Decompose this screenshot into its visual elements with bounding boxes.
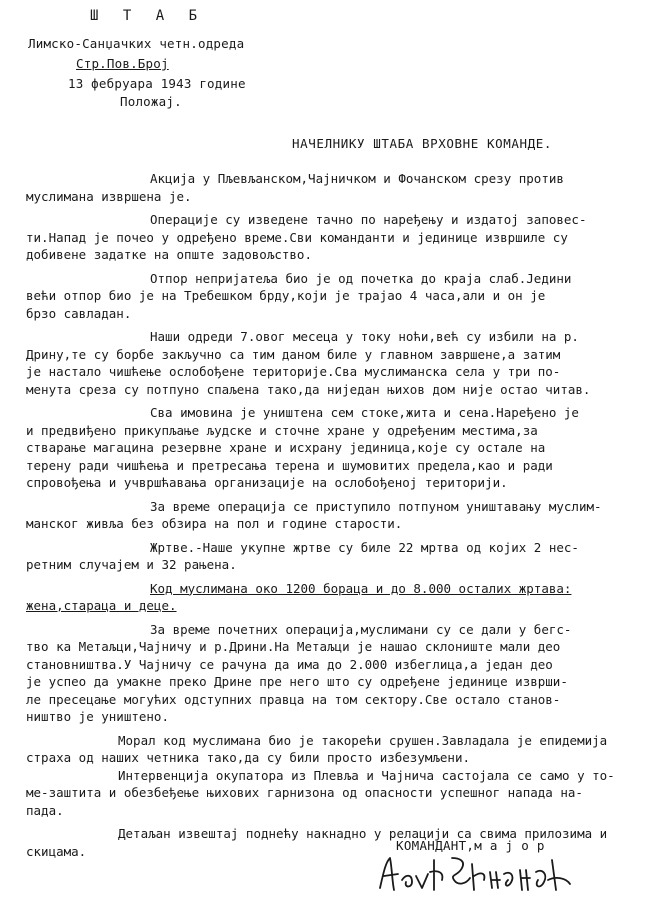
report-line: Код муслимана око 1200 бораца и до 8.000 осталих жртава:: [150, 580, 572, 596]
report-line: менута среза су потпуно спаљена тако,да ниједан њихов дом није остао читав.: [26, 381, 591, 397]
report-paragraph: [26, 732, 642, 820]
report-line: ле пресецање могућих одступних правца на том сектору.Све остало станов-: [26, 691, 561, 707]
report-line: и предвиђено прикупљање људске и сточне хране у одређеним местима,за: [26, 422, 538, 438]
report-line: терену ради чишћења и претресања терена и шумовитих предела,као и ради: [26, 457, 553, 473]
report-line: Наши одреди 7.овог месеца у току ноћи,већ су избили на р.: [150, 329, 579, 344]
report-line: жена,стараца и деце.: [26, 598, 177, 613]
report-line: становништва.У Чајничу се рачуна да има до 2.000 избеглица,а један део: [26, 656, 553, 672]
report-paragraph: [26, 270, 642, 323]
signature-title: КОМАНДАНТ,м а ј о р: [396, 838, 545, 853]
addressee: НАЧЕЛНИКУ ШТАБА ВРХОВНЕ КОМАНДЕ.: [292, 136, 553, 151]
report-line: добивене задатке на опште задовољство.: [26, 247, 312, 262]
report-line: скицама.: [26, 843, 87, 859]
report-paragraph: [26, 498, 642, 533]
report-line: ништво је уништено.: [26, 709, 169, 724]
report-paragraph: [26, 404, 642, 492]
report-line: је успео да умакне преко Дрине пре него што су одређене јединице изврши-: [26, 674, 568, 689]
report-paragraph: [26, 170, 642, 205]
report-body: [26, 170, 642, 866]
header-shtab: Ш Т А Б: [90, 8, 206, 24]
report-paragraph: [26, 621, 642, 726]
report-line: ме-заштита и обезбеђење њихових гарнизона од опасности успешног напада на-: [26, 785, 583, 800]
report-line: Дрину,те су борбе закључно са тим даном биле у главном завршене,а затим: [26, 346, 561, 362]
report-line: За време почетних операција,муслимани су се дали у бегс-: [150, 621, 572, 637]
report-line: Морал код муслимана био је такорећи срушен.Завладала је епидемија: [118, 732, 608, 748]
signature-block: [396, 838, 545, 853]
report-paragraph: [26, 328, 642, 398]
report-line: ти.Напад је почео у одређено време.Сви команданти и јединице извршиле су: [26, 229, 568, 245]
report-line: Сва имовина је уништена сем стоке,жита и сена.Наређено је: [150, 405, 579, 420]
header-date: 13 фебруара 1943 године: [68, 76, 246, 91]
report-paragraph: [26, 211, 642, 264]
report-line: За време операција се приступило потпуном уништавању муслим-: [150, 498, 602, 514]
report-line: Детаљан извештај поднећу накнадно у релацији са свима прилозима и: [118, 826, 608, 841]
report-line: пада.: [26, 802, 64, 818]
report-line: је настало чишћење ослобођене територије.Сва муслиманска села у три по-: [26, 364, 561, 379]
report-line: Операције су изведене тачно по наређењу и издатој заповес-: [150, 212, 587, 227]
header-unit: Лимско-Санџачких четн.одреда: [28, 36, 245, 51]
handwritten-signature: [376, 850, 576, 896]
header-place: Положај.: [120, 94, 182, 109]
report-line: Акција у Пљевљанском,Чајничком и Фочанском срезу против: [150, 171, 564, 186]
report-line: страха од наших четника тако,да су били просто избезумљени.: [26, 750, 471, 765]
report-line: стварање магацина резервне хране и исхрану јединица,које су остале на: [26, 440, 546, 455]
report-line: Жртве.-Наше укупне жртве су биле 22 мртва од којих 2 нес-: [150, 539, 579, 555]
report-line: Интервенција окупатора из Плевља и Чајнича састојала се само у то-: [118, 767, 615, 783]
report-line: спровођења и учвршћавања организације на ослобођеној територији.: [26, 475, 508, 490]
report-paragraph: [26, 580, 642, 615]
report-line: већи отпор био је на Требешком брду,који је трајао 4 часа,али и он је: [26, 288, 546, 303]
report-line: ретним случајем и 32 рањена.: [26, 557, 237, 572]
header-registry-number: Стр.Пов.Број: [76, 56, 169, 71]
report-line: муслимана извршена је.: [26, 188, 192, 204]
report-line: манског живља без обзира на пол и године старости.: [26, 516, 403, 531]
report-line: тво ка Метаљци,Чајничу и р.Дрини.На Метаљци је нашао склониште мали део: [26, 639, 561, 654]
report-line: брзо савладан.: [26, 305, 132, 321]
report-paragraph: [26, 539, 642, 574]
report-line: Отпор непријатеља био је од почетка до краја слаб.Једини: [150, 270, 572, 286]
